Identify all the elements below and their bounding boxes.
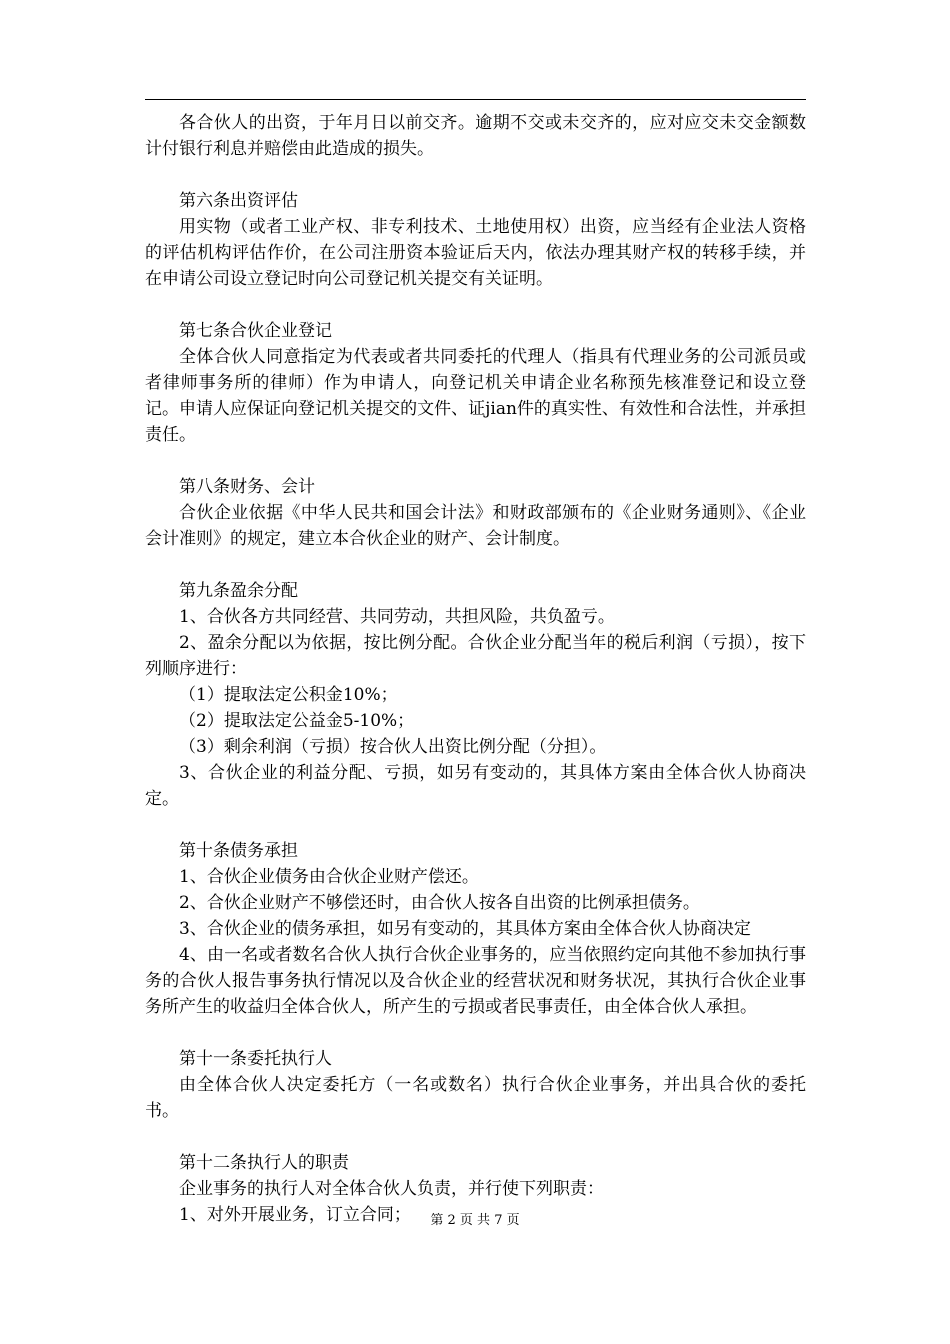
spacer [145, 448, 806, 474]
paragraph-article-12-item-1: 1、对外开展业务，订立合同； [179, 1205, 411, 1225]
heading-article-9: 第九条盈余分配 [179, 581, 298, 601]
document-body [145, 110, 806, 1228]
header-rule [145, 99, 806, 100]
paragraph-article-7: 全体合伙人同意指定为代表或者共同委托的代理人（指具有代理业务的公司派员或者律师事务所的律师）作为申请人，向登记机关申请企业名称预先核准登记和设立登记。申请人应保证向登记机关提交的文件、证jian件的真实性、有效性和合法性，并承担责任。 [145, 347, 806, 445]
spacer [145, 162, 806, 188]
paragraph-article-12: 企业事务的执行人对全体合伙人负责，并行使下列职责： [179, 1179, 604, 1199]
spacer [145, 552, 806, 578]
page-number-footer: 第 2 页 共 7 页 [430, 1213, 520, 1228]
heading-article-8: 第八条财务、会计 [179, 477, 315, 497]
paragraph-article-9-item-1: 1、合伙各方共同经营、共同劳动，共担风险，共负盈亏。 [179, 607, 615, 627]
paragraph-article-9-item-3: 3、合伙企业的利益分配、亏损，如另有变动的，其具体方案由全体合伙人协商决定。 [145, 763, 806, 809]
paragraph-article-9-item-2: 2、盈余分配以为依据，按比例分配。合伙企业分配当年的税后利润（亏损），按下列顺序进行： [145, 633, 806, 679]
paragraph-article-6: 用实物（或者工业产权、非专利技术、土地使用权）出资，应当经有企业法人资格的评估机构评估作价，在公司注册资本验证后天内，依法办理其财产权的转移手续，并在申请公司设立登记时向公司登记机关提交有关证明。 [145, 217, 806, 289]
spacer [145, 292, 806, 318]
paragraph-article-9-sub-2: （2）提取法定公益金5-10%； [179, 711, 415, 731]
spacer [145, 812, 806, 838]
paragraph-article-10-item-1: 1、合伙企业债务由合伙企业财产偿还。 [179, 867, 479, 887]
heading-article-12: 第十二条执行人的职责 [179, 1153, 349, 1173]
heading-article-11: 第十一条委托执行人 [179, 1049, 332, 1069]
paragraph-article-9-sub-1: （1）提取法定公积金10%； [179, 685, 398, 705]
paragraph-article-11: 由全体合伙人决定委托方（一名或数名）执行合伙企业事务，并出具合伙的委托书。 [145, 1075, 806, 1121]
paragraph-contribution-deadline: 各合伙人的出资，于年月日以前交齐。逾期不交或未交齐的，应对应交未交金额数计付银行利息并赔偿由此造成的损失。 [145, 113, 806, 159]
paragraph-article-10-item-2: 2、合伙企业财产不够偿还时，由合伙人按各自出资的比例承担债务。 [179, 893, 700, 913]
paragraph-article-8: 合伙企业依据《中华人民共和国会计法》和财政部颁布的《企业财务通则》、《企业会计准则》的规定，建立本合伙企业的财产、会计制度。 [145, 503, 806, 549]
paragraph-article-9-sub-3: （3）剩余利润（亏损）按合伙人出资比例分配（分担）。 [179, 737, 607, 757]
spacer [145, 1020, 806, 1046]
heading-article-6: 第六条出资评估 [179, 191, 298, 211]
heading-article-7: 第七条合伙企业登记 [179, 321, 332, 341]
paragraph-article-10-item-3: 3、合伙企业的债务承担，如另有变动的，其具体方案由全体合伙人协商决定 [179, 919, 751, 939]
spacer [145, 1124, 806, 1150]
paragraph-article-10-item-4: 4、由一名或者数名合伙人执行合伙企业事务的，应当依照约定向其他不参加执行事务的合伙人报告事务执行情况以及合伙企业的经营状况和财务状况，其执行合伙企业事务所产生的收益归全体合伙人，所产生的亏损或者民事责任，由全体合伙人承担。 [145, 945, 806, 1017]
heading-article-10: 第十条债务承担 [179, 841, 298, 861]
